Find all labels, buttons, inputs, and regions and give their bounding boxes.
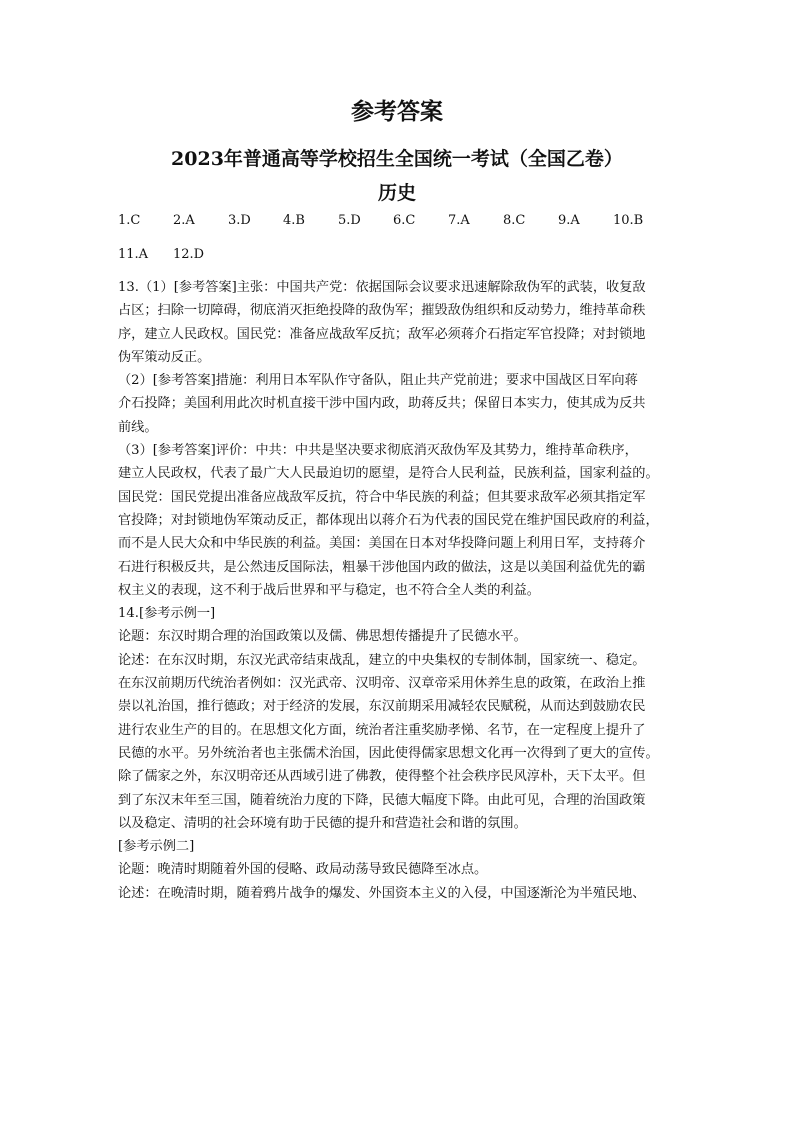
text-line: 除了儒家之外，东汉明帝还从西域引进了佛教，使得整个社会秩序民风淳朴，天下太平。但	[118, 769, 646, 785]
choice-answer: 11.A	[118, 247, 149, 262]
text-line: [参考示例二]	[118, 839, 195, 855]
subject-title: 历史	[377, 182, 416, 204]
text-line: 石进行积极反共，是公然违反国际法，粗暴干涉他国内政的做法，这是以美国利益优先的霸	[118, 559, 646, 575]
text-line: 论题：晚清时期随着外国的侵略、政局动荡导致民德降至冰点。	[118, 862, 488, 878]
text-line: 官投降；对封锁地伪军策动反正，都体现出以蒋介石为代表的国民党在维护国民政府的利益，	[118, 512, 659, 528]
text-line: 序，建立人民政权。国民党：准备应战敌军反抗；敌军必须蒋介石指定军官投降；对封锁地	[118, 326, 646, 342]
choice-answer: 9.A	[558, 213, 580, 228]
exam-title: 2023年普通高等学校招生全国统一考试（全国乙卷）	[171, 148, 623, 170]
text-line: 论述：在晚清时期，随着鸦片战争的爆发、外国资本主义的入侵，中国逐渐沦为半殖民地、	[118, 885, 646, 901]
choice-answer: 7.A	[448, 213, 470, 228]
answer-body	[118, 276, 688, 905]
text-line: 在东汉前期历代统治者例如：汉光武帝、汉明帝、汉章帝采用休养生息的政策，在政治上推	[118, 676, 646, 692]
text-line: 14.[参考示例一]	[118, 606, 216, 622]
text-line: 论题：东汉时期合理的治国政策以及儒、佛思想传播提升了民德水平。	[118, 629, 527, 645]
choice-answer: 8.C	[503, 213, 526, 228]
text-line: 而不是人民大众和中华民族的利益。美国：美国在日本对华投降问题上利用日军，支持蒋介	[118, 536, 646, 552]
text-line: 伪军策动反正。	[118, 349, 211, 365]
choice-answers-row-1	[118, 213, 668, 228]
text-line: 国民党：国民党提出准备应战敌军反抗，符合中华民族的利益；但其要求敌军必须其指定军	[118, 489, 646, 505]
choice-answer: 1.C	[118, 213, 141, 228]
text-line: 民德的水平。另外统治者也主张儒术治国，因此使得儒家思想文化再一次得到了更大的宣传。	[118, 745, 659, 761]
choice-answer: 12.D	[173, 247, 205, 262]
text-line: （2）[参考答案]措施：利用日本军队作守备队，阻止共产党前进；要求中国战区日军向蒋	[118, 373, 638, 389]
text-line: 到了东汉末年至三国，随着统治力度的下降，民德大幅度下降。由此可见，合理的治国政策	[118, 792, 646, 808]
choice-answer: 2.A	[173, 213, 195, 228]
text-line: 前线。	[118, 419, 158, 435]
text-line: 崇以礼治国，推行德政；对于经济的发展，东汉前期采用减轻农民赋税，从而达到鼓励农民	[118, 699, 646, 715]
choice-answer: 6.C	[393, 213, 416, 228]
choice-answer: 5.D	[338, 213, 361, 228]
text-line: 进行农业生产的目的。在思想文化方面，统治者注重奖励孝悌、名节，在一定程度上提升了	[118, 722, 646, 738]
text-line: 13.（1）[参考答案]主张：中国共产党：依据国际会议要求迅速解除敌伪军的武装，收复敌	[118, 280, 646, 295]
text-line: 权主义的表现，这不利于战后世界和平与稳定，也不符合全人类的利益。	[118, 582, 540, 598]
page-title: 参考答案	[351, 98, 443, 125]
choice-answers-row-2	[118, 247, 228, 262]
text-line: 介石投降；美国利用此次时机直接干涉中国内政，助蒋反共；保留日本实力，使其成为反共	[118, 396, 646, 412]
choice-answer: 10.B	[613, 213, 644, 228]
text-line: 建立人民政权，代表了最广大人民最迫切的愿望，是符合人民利益，民族利益，国家利益的。	[118, 466, 659, 482]
text-line: 占区；扫除一切障碍，彻底消灭拒绝投降的敌伪军；摧毁敌伪组织和反动势力，维持革命秩	[118, 303, 646, 319]
choice-answer: 3.D	[228, 213, 251, 228]
text-line: （3）[参考答案]评价：中共：中共是坚决要求彻底消灭敌伪军及其势力，维持革命秩序，	[118, 443, 638, 459]
text-line: 以及稳定、清明的社会环境有助于民德的提升和营造社会和谐的氛围。	[118, 815, 527, 831]
choice-answer: 4.B	[283, 213, 305, 228]
text-line: 论述：在东汉时期，东汉光武帝结束战乱，建立的中央集权的专制体制，国家统一、稳定。	[118, 652, 646, 668]
